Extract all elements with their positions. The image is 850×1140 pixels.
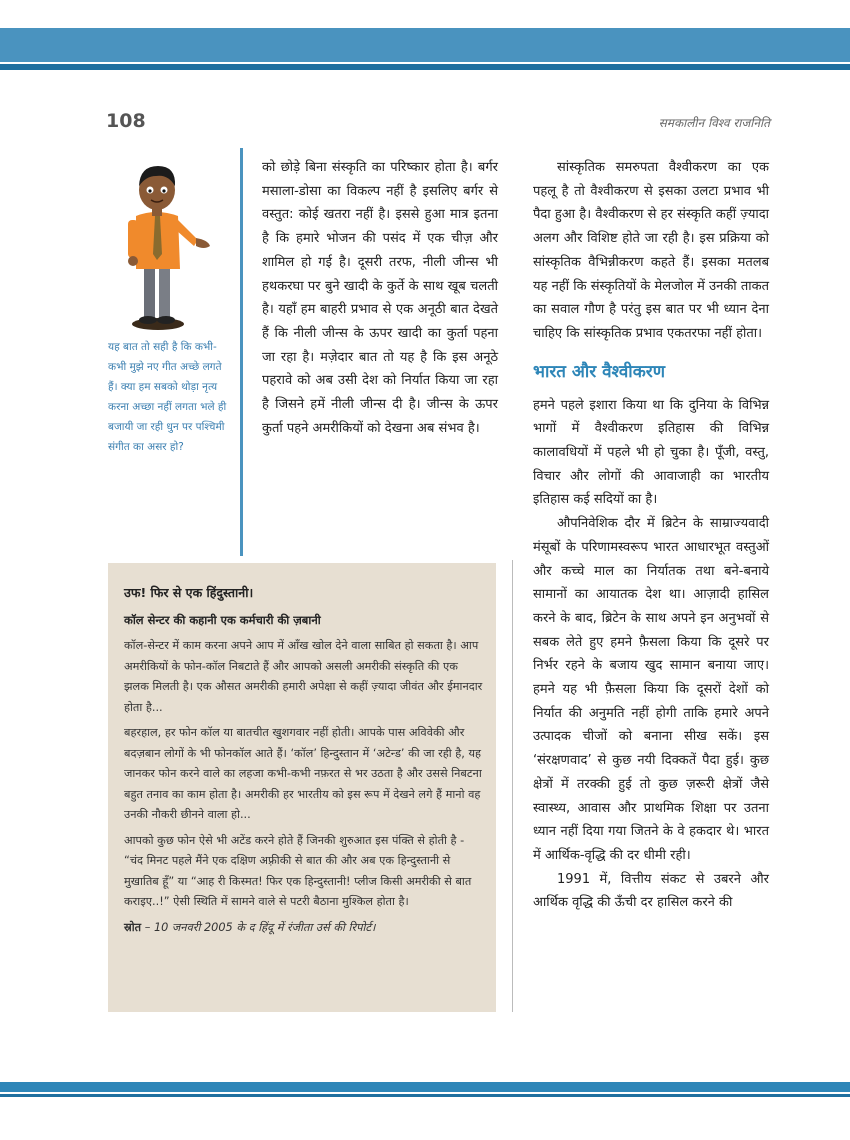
top-banner	[0, 28, 850, 62]
box-title: उफ! फिर से एक हिंदुस्तानी।	[124, 585, 254, 600]
section-heading: भारत और वैश्वीकरण	[533, 361, 666, 382]
top-banner-rule	[0, 64, 850, 70]
bottom-banner-rule	[0, 1094, 850, 1097]
bottom-banner	[0, 1082, 850, 1092]
box-paragraph-3: आपको कुछ फोन ऐसे भी अटेंड करने होते हैं जिनकी शुरुआत इस पंक्ति से होती है - “चंद मिनट पहले मैंने एक दक्षिण अफ़्रीकी से बात की और अब एक हिन्दुस्तानी से मुखातिब हूँ” या “आह री किस्मत! फिर एक हिन्दुस्तानी! प्लीज किसी अमरीकी से बात कराइए..!” ऐसी स्थिति में सामने वाले से पटरी बैठाना मुश्किल होता है।	[124, 833, 472, 908]
body-paragraph-3: 1991 में, वित्तीय संकट से उबरने और आर्थिक वृद्धि की ऊँची दर हासिल करने की	[533, 871, 769, 911]
sidebar-divider	[240, 148, 243, 556]
intro-paragraph: सांस्कृतिक समरुपता वैश्वीकरण का एक पहलू है तो वैश्वीकरण से इसका उलटा प्रभाव भी पैदा हुआ है। वैश्वीकरण से हर संस्कृति कहीं ज़्यादा अलग और विशिष्ट होते जा रही है। इस प्रक्रिया को सांस्कृतिक वैभिन्नीकरण कहते हैं। इसका मतलब यह नहीं कि संस्कृतियों के मेलजोल में उनकी ताकत का सवाल गौण है परंतु इस बात पर भी ध्यान देना चाहिए कि सांस्कृतिक प्रभाव एकतरफा नहीं होता।	[533, 160, 769, 341]
box-source-text: – 10 जनवरी 2005 के द हिंदू में रंजीता उर्स की रिपोर्ट।	[141, 920, 376, 934]
boy-cartoon-icon	[106, 154, 216, 334]
running-head: समकालीन विश्व राजनिति	[658, 116, 770, 130]
box-paragraph-1: कॉल-सेन्टर में काम करना अपने आप में आँख खोल देने वाला साबित हो सकता है। आप अमरीकियों के फोन-कॉल निबटाते हैं और आपको असली अमरीकी संस्कृति की एक झलक मिलती है। एक औसत अमरीकी हमारी अपेक्षा से कहीं ज़्यादा जीवंत और ईमानदार होता है...	[124, 639, 483, 714]
right-column	[533, 156, 769, 915]
box-subtitle: कॉल सेन्टर की कहानी एक कर्मचारी की ज़बानी	[124, 612, 321, 627]
middle-column	[262, 156, 498, 440]
box-paragraph-2: बहरहाल, हर फोन कॉल या बातचीत खुशगवार नहीं होती। आपके पास अविवेकी और बदज़बान लोगों के भी फोनकॉल आते हैं। ‘कॉल’ हिन्दुस्तान में ‘अटेन्ड’ की जा रही है, यह जानकर फोन करने वाले का लहजा कभी-कभी नफ़रत से भर उठता है और उससे निबटना बहुत तनाव का काम होता है। अमरीकी हर भारतीय को इस रूप में देखने लगे हैं मानो वह उनकी नौकरी छीनने वाला हो...	[124, 726, 482, 821]
box-source	[124, 918, 484, 939]
middle-paragraph: को छोड़े बिना संस्कृति का परिष्कार होता है। बर्गर मसाला-डोसा का विकल्प नहीं है इसलिए बर्गर से वस्तुत: कोई खतरा नहीं है। इससे हुआ मात्र इतना है कि हमारे भोजन की पसंद में एक चीज़ और शामिल हो गई है। दूसरी तरफ, नीली जीन्स भी हथकरघा पर बुने खादी के कुर्ते के साथ खूब चलती है। यहाँ हम बाहरी प्रभाव से एक अनूठी बात देखते हैं कि नीली जीन्स के ऊपर खादी का कुर्ता पहना जा रहा है। मज़ेदार बात तो यह है कि इस अनूठे पहरावे को अब उसी देश को निर्यात किया जा रहा है जिसने हमें नीली जीन्स दी है। जीन्स के ऊपर कुर्ता पहने अमरीकियों को देखना अब संभव है।	[262, 160, 498, 436]
page-number: 108	[106, 110, 146, 132]
column-divider	[512, 560, 513, 1012]
body-paragraph-1: हमने पहले इशारा किया था कि दुनिया के विभिन्न भागों में वैश्वीकरण इतिहास की विभिन्न कालावधियों में पहले भी हो चुका है। पूँजी, वस्तु, विचार और लोगों की आवाजाही का भारतीय इतिहास कई सदियों का है।	[533, 397, 769, 508]
callout-box	[108, 563, 496, 1012]
body-paragraph-2: औपनिवेशिक दौर में ब्रिटेन के साम्राज्यवादी मंसूबों के परिणामस्वरूप भारत आधारभूत वस्तुओं और कच्चे माल का निर्यातक तथा बने-बनाये सामानों का आयातक देश था। आज़ादी हासिल करने के बाद, ब्रिटेन के साथ अपने इन अनुभवों से सबक लेते हुए हमने फ़ैसला किया कि दूसरे पर निर्भर रहने के बजाय खुद सामान बनाया जाए। हमने यह भी फ़ैसला किया कि दूसरों देशों को निर्यात की अनुमति नहीं होगी ताकि हमारे अपने उत्पादक चीजों को बनाना सीख सकें। इस ‘संरक्षणवाद’ से कुछ नयी दिक्कतें पैदा हुई। कुछ क्षेत्रों में तरक्की हुई तो कुछ ज़रूरी क्षेत्रों जैसे स्वास्थ्य, आवास और प्राथमिक शिक्षा पर उतना ध्यान नहीं दिया गया जितने के वे हकदार थे। भारत में आर्थिक-वृद्धि की दर धीमी रही।	[533, 516, 769, 863]
illustration-caption: यह बात तो सही है कि कभी-कभी मुझे नए गीत अच्छे लगते हैं। क्या हम सबको थोड़ा नृत्य करना अच्छा नहीं लगता भले ही बजायी जा रही धुन पर पश्चिमी संगीत का असर हो?	[108, 341, 227, 453]
box-source-label: स्रोत	[124, 920, 142, 934]
